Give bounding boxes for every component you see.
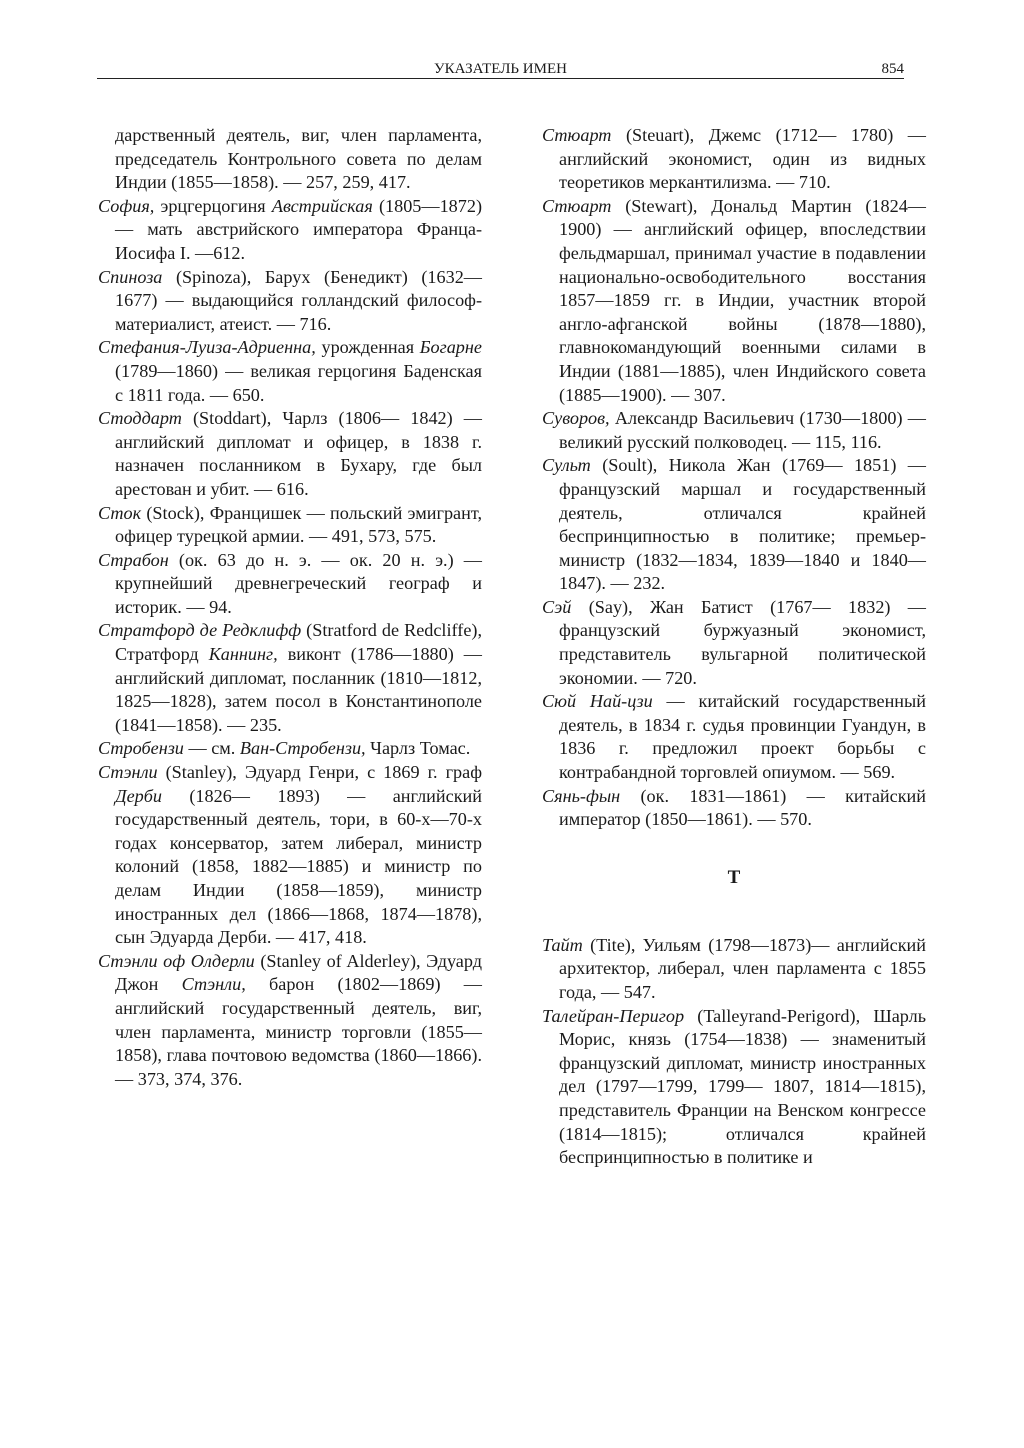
index-entry [98, 502, 482, 549]
entry-name: Сульт [542, 455, 591, 476]
entry-name: Стратфорд де Редклифф [98, 620, 302, 641]
entry-text: — см. [183, 738, 240, 759]
entry-text: (Stock), Францишек — польский эмигрант, офицер турецкой армии. — 491, 573, 575. [115, 502, 482, 547]
entry-name: Сток [98, 502, 142, 523]
entry-name-secondary: Каннинг, [208, 644, 278, 665]
entry-name: София, [98, 195, 155, 216]
entry-name: Сянь-фын [542, 785, 621, 806]
entry-name-secondary: Австрийская [271, 195, 373, 216]
index-entry [98, 619, 482, 737]
entry-text: (Talleyrand-Perigord), Шарль Морис, князь (1754—1838) — знаменитый французский дипломат, министр иностранных дел (1797—1799, 1799— 1807, 1814—1815), представитель Франции на Венском конгрессе (1814—1815); отличался крайней беспринципностью в политике и [559, 1005, 926, 1168]
entry-text: урожденная [315, 337, 420, 358]
entry-name: Стефания-Луиза-Адриенна, [98, 337, 316, 358]
running-title: УКАЗАТЕЛЬ ИМЕН [434, 61, 567, 77]
index-entry [98, 549, 482, 620]
index-entry [98, 950, 482, 1092]
entry-text: (ок. 1831—1861) — китайский император (1850—1861). — 570. [559, 785, 926, 830]
entry-text: (Steuart), Джемс (1712— 1780) — английский экономист, один из видных теоретиков меркантилизма. — 710. [559, 125, 926, 193]
entry-name-secondary: Стэнли, [181, 974, 246, 995]
entry-text: (Say), Жан Батист (1767— 1832) — французский буржуазный экономист, представитель вульгарной политической экономии. — 720. [559, 596, 926, 688]
entry-text: (1789—1860) — великая герцогиня Баденская с 1811 года. — 650. [115, 360, 482, 405]
index-entry [542, 124, 926, 195]
index-entry [542, 454, 926, 596]
entry-name: Стюарт [542, 195, 612, 216]
entry-name: Стэнли оф Олдерли [98, 950, 255, 971]
entry-text: (Stanley), Эдуард Генри, с 1869 г. граф [157, 762, 482, 783]
index-entry [98, 761, 482, 950]
entry-text: эрцгерцогиня [154, 195, 272, 216]
entry-name: Сэй [542, 596, 572, 617]
index-entry [542, 934, 926, 1005]
entry-text: (Soult), Никола Жан (1769— 1851) — французский маршал и государственный деятель, отличался крайней беспринципностью в политике; премьер-министр (1832—1834, 1839—1840 и 1840— 1847). — 232. [559, 455, 926, 594]
entry-text: (Stratford de Redcliffe), Стратфорд [115, 620, 483, 665]
entry-name: Спиноза [98, 266, 163, 287]
entry-text: (Spinoza), Барух (Бенедикт) (1632—1677) — выдающийся голландский философ-материалист, атеист. — 716. [115, 266, 482, 334]
index-entry [98, 195, 482, 266]
entry-name: Страбон [98, 549, 169, 570]
entry-text: (ок. 63 до н. э. — ок. 20 н. э.) — крупнейший древнегреческий географ и историк. — 94. [115, 549, 482, 617]
entry-name-secondary: Дерби [115, 785, 162, 806]
entry-text: (1805—1872) — мать австрийского императора Франца-Иосифа I. —612. [115, 195, 482, 263]
entry-name: Стробензи [98, 738, 184, 759]
right-entries [542, 124, 926, 832]
index-entry [542, 1005, 926, 1170]
entry-text: (Tite), Уильям (1798—1873)— английский архитектор, либерал, член парламента с 1855 года, — 547. [559, 934, 926, 1002]
entry-text: — китайский государственный деятель, в 1834 г. судья провинции Гуандун, в 1836 г. предложил проект борьбы с контрабандной торговлей опиумом. — 569. [559, 691, 926, 783]
index-entry [98, 336, 482, 407]
entry-text: (Stanley of Alderley), Эдуард Джон [115, 950, 482, 995]
left-column [98, 124, 482, 1091]
index-entry [542, 690, 926, 784]
entry-name: Талейран-Перигор [542, 1005, 685, 1026]
running-header [97, 60, 904, 79]
entry-name: Стэнли [98, 762, 158, 783]
index-entry [98, 737, 482, 761]
entry-text: виконт (1786—1880) — английский дипломат, посланник (1810—1812, 1825—1828), затем посол в Константинополе (1841—1858). — 235. [115, 644, 482, 735]
entry-name: Стоддарт [98, 408, 182, 429]
entry-text: (Stewart), Дональд Мартин (1824—1900) — английский офицер, впоследствии фельдмаршал, принимал участие в подавлении национально-освободительного восстания 1857—1859 гг. в Индии, участник второй англо-афганской войны (1878—1880), главнокомандующий военными силами в Индии (1881—1885), член Индийского совета (1885—1900). — 307. [559, 195, 926, 405]
index-entry [542, 195, 926, 407]
entry-name-secondary: Богарне [419, 337, 482, 358]
left-entries [98, 195, 482, 1092]
page-number: 854 [881, 61, 904, 77]
entry-name: Сюй Най-цзи [542, 691, 653, 712]
entry-text: Чарлз Томас. [365, 738, 471, 759]
entry-name: Суворов, [542, 408, 610, 429]
right-entries-t [542, 934, 926, 1170]
entry-name: Стюарт [542, 125, 612, 145]
index-entry [542, 596, 926, 690]
entry-text: (Stoddart), Чарлз (1806— 1842) — английский дипломат и офицер, в 1838 г. назначен посланником в Бухару, где был арестован и убит. — 616. [115, 408, 482, 499]
entry-text: Александр Васильевич (1730—1800) — великий русский полководец. — 115, 116. [559, 408, 926, 452]
entry-name-secondary: Ван-Стробензи, [239, 738, 366, 759]
right-column [542, 124, 926, 1170]
index-entry [542, 785, 926, 832]
index-entry [542, 407, 926, 454]
continuation-text: дарственный деятель, виг, член парламента, председатель Контрольного совета по делам Индии (1855—1858). — 257, 259, 417. [115, 125, 482, 193]
entry-text: (1826— 1893) — английский государственный деятель, тори, в 60-х—70-х годах консерватор, затем либерал, министр колоний (1858, 1882—1885) и министр по делам Индии (1858—1859), министр иностранных дел (1866—1868, 1874—1878), сын Эдуарда Дерби. — 417, 418. [115, 785, 482, 948]
entry-text: барон (1802—1869) — английский государственный деятель, виг, член парламента, министр торговли (1855—1858), глава почтовою ведомства (1860—1866). — 373, 374, 376. [115, 974, 482, 1089]
entry-name: Тайт [542, 934, 583, 955]
section-letter: Т [727, 866, 741, 888]
index-entry [98, 266, 482, 337]
index-entry [98, 407, 482, 501]
